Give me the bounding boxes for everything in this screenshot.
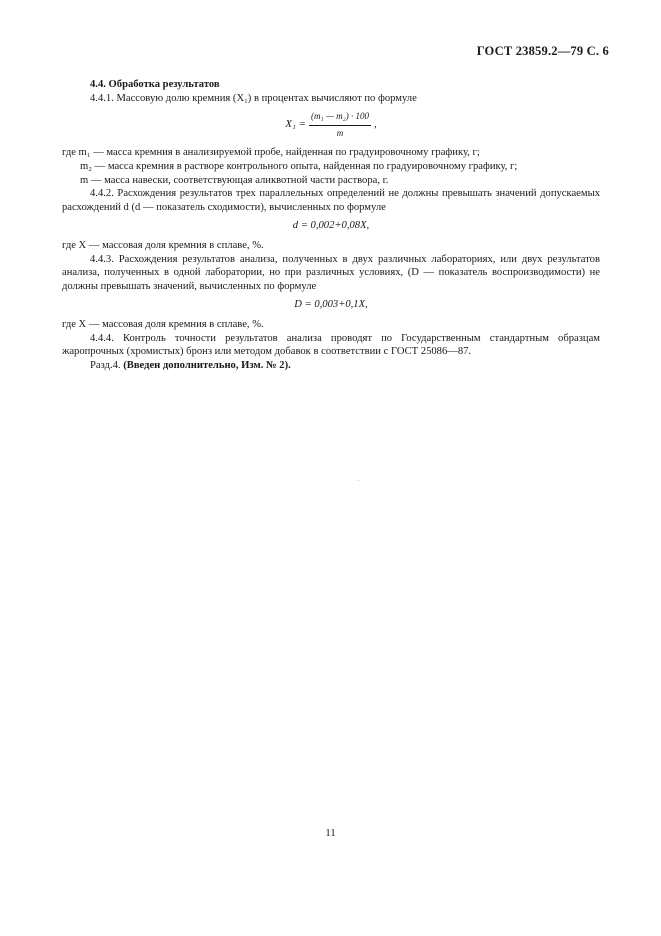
formula-reproducibility: D = 0,003+0,1X, — [294, 299, 368, 311]
scan-speck — [358, 480, 359, 481]
page-number: 11 — [325, 827, 336, 839]
amendment-text: (Введен дополнительно, Изм. № 2). — [123, 359, 291, 371]
amendment-note — [62, 359, 600, 373]
page-header: ГОСТ 23859.2—79 С. 6 — [476, 44, 609, 58]
where-m: m — масса навески, соответствующая аликвотной части раствора, г. — [80, 174, 389, 186]
paragraph-4-4-2: 4.4.2. Расхождения результатов трех параллельных определений не должны превышать значений допускаемых расхождений d (d — показатель сходимости), вычисленных по формуле — [62, 188, 600, 213]
formula-numerator: (m₁ — m₂) · 100 — [309, 110, 371, 126]
where-x-1: где X — массовая доля кремния в сплаве, %. — [62, 239, 264, 251]
formula-convergence: d = 0,002+0,08X, — [292, 220, 370, 232]
document-body — [62, 78, 600, 372]
formula-lhs: X₁ = — [285, 118, 306, 131]
formula-fraction — [309, 110, 371, 140]
section-title: 4.4. Обработка результатов — [90, 79, 220, 90]
formula-tail: , — [373, 118, 377, 131]
where-m1: где m₁ — масса кремния в анализируемой пробе, найденная по градуировочному графику, г; — [62, 147, 480, 159]
paragraph-4-4-1: 4.4.1. Массовую долю кремния (X₁) в процентах вычисляют по формуле — [90, 92, 417, 104]
paragraph-4-4-4: 4.4.4. Контроль точности результатов анализа проводят по Государственным стандартным образцам жаропрочных (хромистых) бронз или методом добавок в соответствии с ГОСТ 25086—87. — [62, 332, 600, 358]
paragraph-4-4-3: 4.4.3. Расхождения результатов анализа, полученных в двух различных лабораториях, или двух результатов анализа, полученных в одной лаборатории, но при различных условиях, (D — показатель воспроизводимости) не должны превышать значений, вычисленных по формуле — [62, 253, 600, 292]
where-m2: m₂ — масса кремния в растворе контрольного опыта, найденная по градуировочному графику, г; — [80, 160, 518, 172]
formula-silicon-fraction — [62, 110, 600, 140]
formula-denominator: m — [336, 127, 344, 138]
amendment-prefix: Разд.4. — [90, 359, 121, 371]
where-x-2: где X — массовая доля кремния в сплаве, %. — [62, 318, 264, 330]
